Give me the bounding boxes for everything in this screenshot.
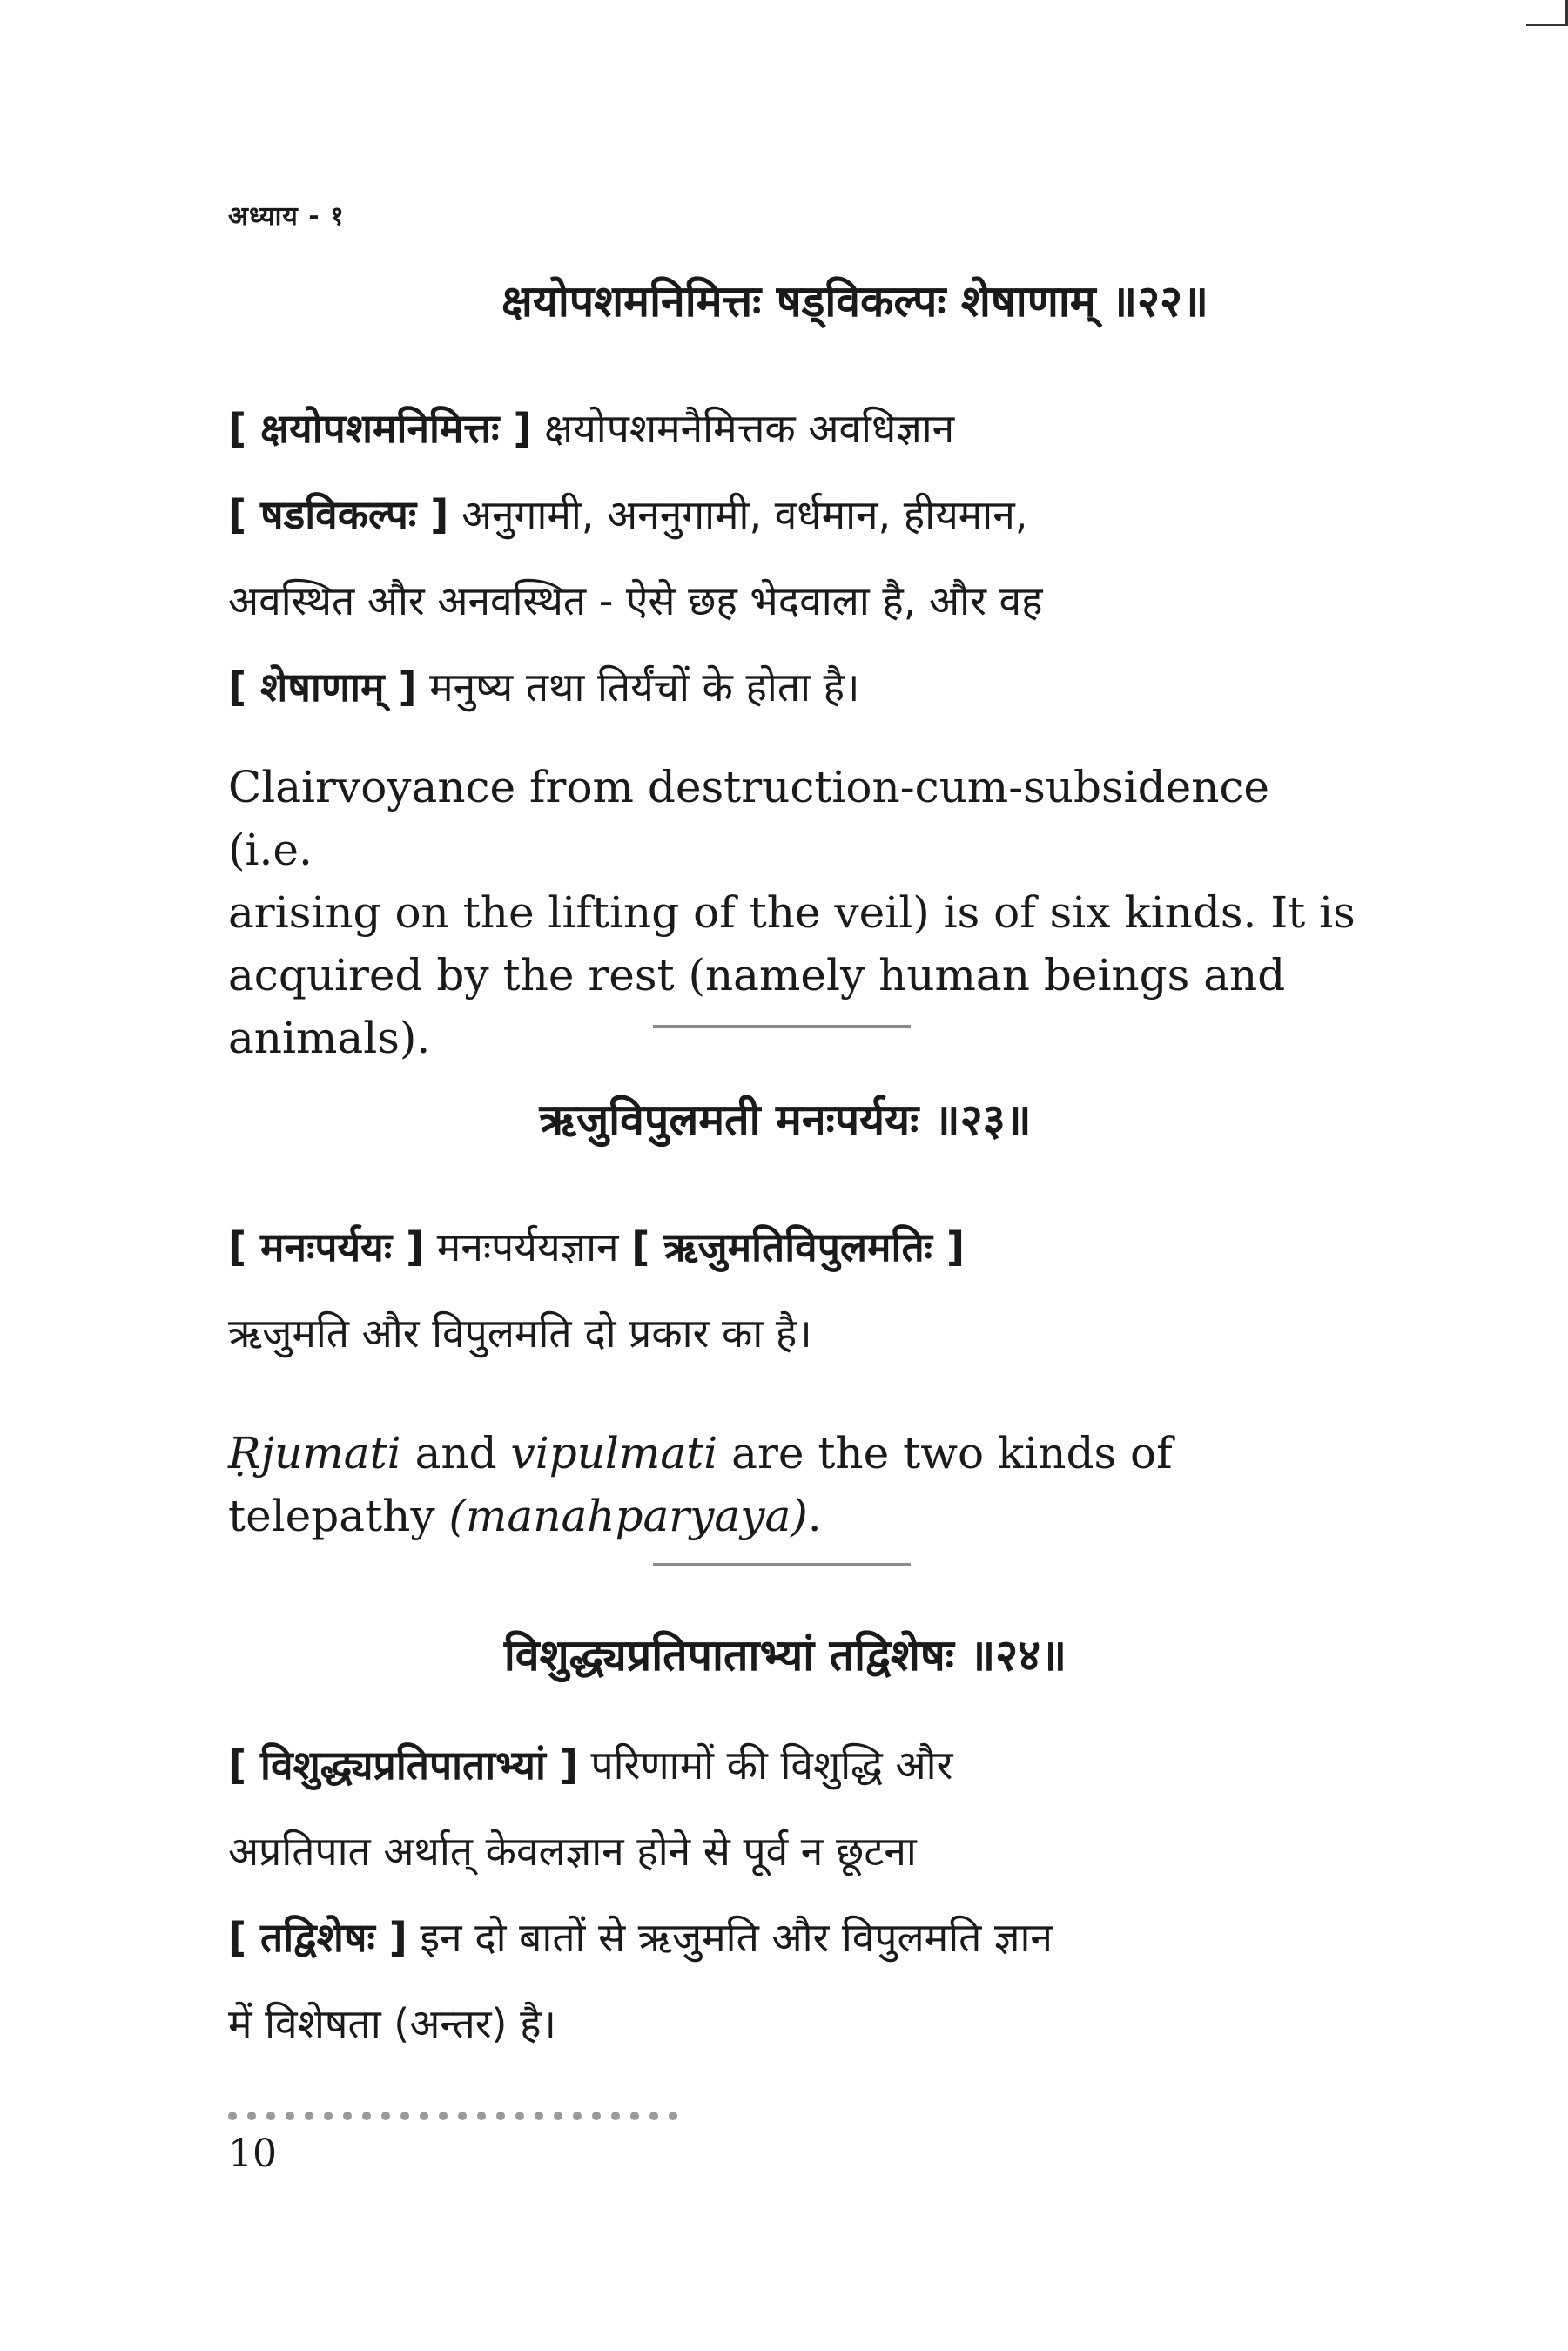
- sutra-23-hindi-commentary: [228, 1204, 1360, 1377]
- translation-line: animals).: [228, 1013, 431, 1063]
- commentary-text: इन दो बातों से ऋजुमति और विपुलमति ज्ञान: [407, 1914, 1053, 1961]
- sutra-24-heading: विशुद्ध्यप्रतिपाताभ्यां तद्विशेषः ॥२४॥: [503, 1630, 1067, 1681]
- commentary-text: अवस्थित और अनवस्थित - ऐसे छह भेदवाला है, और वह: [228, 577, 1043, 624]
- translation-line: arising on the lifting of the veil) is of six kinds. It is: [228, 887, 1356, 938]
- commentary-text: परिणामों की विशुद्धि और: [577, 1741, 953, 1789]
- section-divider: [653, 1563, 911, 1566]
- commentary-text: मनुष्य तथा तिर्यंचों के होता है।: [416, 664, 860, 711]
- translation-line: acquired by the rest (namely human beings and: [228, 950, 1286, 1000]
- commentary-text: मनःपर्ययज्ञान: [424, 1223, 632, 1270]
- translation-line: [228, 1485, 1360, 1547]
- commentary-line: [228, 1981, 1360, 2067]
- term-italic: (manahparyaya): [448, 1491, 808, 1541]
- term: [ क्षयोपशमनिमित्तः ]: [228, 405, 532, 452]
- sutra-22-hindi-commentary: [228, 386, 1360, 731]
- sutra-24-hindi-commentary: [228, 1722, 1360, 2067]
- translation-text: telepathy: [228, 1491, 449, 1541]
- commentary-text: अनुगामी, अननुगामी, वर्धमान, हीयमान,: [448, 491, 1028, 538]
- term: [ विशुद्ध्यप्रतिपाताभ्यां ]: [228, 1741, 578, 1789]
- translation-text: are the two kinds of: [717, 1428, 1173, 1479]
- term: [ तद्विशेषः ]: [228, 1914, 407, 1961]
- term-italic: Ṛjumati: [228, 1428, 401, 1479]
- commentary-text: क्षयोपशमनैमित्तक अवधिज्ञान: [531, 405, 955, 452]
- term: [ षडविकल्पः ]: [228, 491, 449, 538]
- commentary-line: [228, 1290, 1360, 1377]
- sutra-22-heading: क्षयोपशमनिमित्तः षड्विकल्पः शेषाणाम् ॥२२॥: [501, 276, 1209, 327]
- commentary-line: [228, 1809, 1360, 1895]
- commentary-line: [228, 1895, 1360, 1981]
- term: [ मनःपर्ययः ]: [228, 1223, 425, 1270]
- sutra-23-heading: ऋजुविपुलमती मनःपर्ययः ॥२३॥: [539, 1095, 1032, 1145]
- sutra-22-english-translation: [228, 756, 1360, 1069]
- commentary-line: [228, 1722, 1360, 1809]
- crop-mark: [1526, 0, 1568, 26]
- term-italic: vipulmati: [510, 1428, 718, 1479]
- translation-line: [228, 1422, 1360, 1485]
- page-number: 10: [228, 2132, 277, 2176]
- commentary-line: [228, 558, 1360, 644]
- commentary-text: ऋजुमति और विपुलमति दो प्रकार का है।: [228, 1310, 812, 1357]
- footer-dot-leader: [228, 2112, 677, 2120]
- commentary-text: अप्रतिपात अर्थात् केवलज्ञान होने से पूर्व न छूटना: [228, 1828, 917, 1875]
- commentary-line: [228, 1204, 1360, 1290]
- commentary-line: [228, 472, 1360, 558]
- commentary-line: [228, 644, 1360, 731]
- term: [ ऋजुमतिविपुलमतिः ]: [631, 1223, 966, 1270]
- term: [ शेषाणाम् ]: [228, 664, 417, 711]
- commentary-text: में विशेषता (अन्तर) है।: [228, 2000, 556, 2047]
- translation-line: Clairvoyance from destruction-cum-subsidence (i.e.: [228, 762, 1270, 875]
- translation-text: .: [807, 1491, 822, 1541]
- chapter-header: अध्याय - १: [228, 201, 345, 232]
- translation-text: and: [400, 1428, 511, 1479]
- commentary-line: [228, 386, 1360, 472]
- sutra-23-english-translation: [228, 1422, 1360, 1547]
- section-divider: [653, 1025, 911, 1028]
